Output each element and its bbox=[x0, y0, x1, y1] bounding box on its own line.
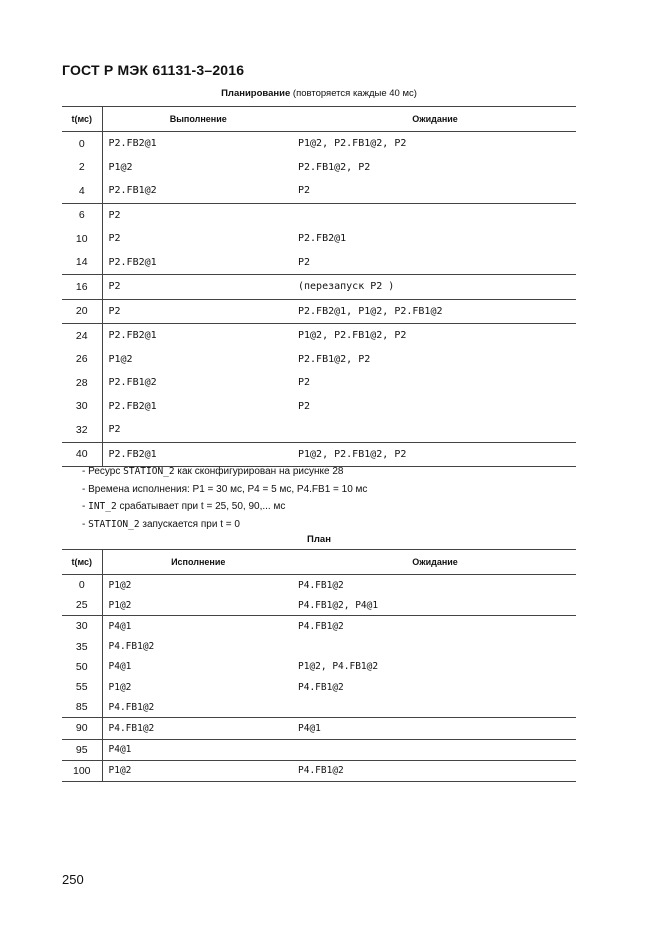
document-header: ГОСТ Р МЭК 61131-3–2016 bbox=[62, 62, 245, 78]
note-text: - Ресурс bbox=[82, 466, 124, 477]
note-item bbox=[82, 481, 367, 499]
cell-waiting: P2.FB2@1, P1@2, P2.FB1@2 bbox=[294, 299, 576, 324]
cell-time: 20 bbox=[62, 299, 102, 324]
cell-waiting: P2 bbox=[298, 377, 311, 389]
cell-execution: P1@2 bbox=[108, 161, 133, 173]
cell-time: 30 bbox=[62, 395, 102, 419]
table-row bbox=[62, 324, 576, 348]
cell-time: 6 bbox=[62, 203, 102, 227]
column-header-time: t(мс) bbox=[62, 107, 102, 132]
table-row bbox=[62, 179, 576, 203]
note-text: запускается при t = 0 bbox=[139, 518, 240, 530]
cell-execution: P2.FB2@1 bbox=[102, 324, 294, 348]
cell-execution: P1@2 bbox=[108, 579, 132, 591]
note-code: INT_2 bbox=[88, 501, 117, 512]
cell-time: 28 bbox=[62, 371, 102, 395]
note-code: STATION_2 bbox=[88, 518, 140, 530]
table-row bbox=[62, 697, 576, 718]
column-header-execution: Исполнение bbox=[102, 550, 294, 575]
column-header-waiting: Ожидание bbox=[294, 550, 576, 575]
cell-execution: P2.FB2@1 bbox=[108, 138, 157, 150]
cell-execution: P2 bbox=[102, 275, 294, 300]
schedule-table bbox=[62, 106, 576, 467]
cell-time: 85 bbox=[62, 697, 102, 718]
cell-execution: P1@2 bbox=[102, 760, 294, 781]
table-row bbox=[62, 595, 576, 616]
cell-time: 10 bbox=[62, 227, 102, 251]
note-code: STATION_2 bbox=[123, 466, 175, 477]
note-text: - bbox=[82, 501, 89, 512]
cell-waiting: P4@1 bbox=[294, 718, 576, 739]
cell-execution: P2.FB1@2 bbox=[108, 185, 157, 197]
table-row bbox=[62, 657, 576, 677]
cell-time: 16 bbox=[62, 275, 102, 300]
cell-waiting: P4.FB1@2 bbox=[294, 760, 576, 781]
cell-time: 55 bbox=[62, 677, 102, 697]
cell-execution: P4@1 bbox=[108, 661, 132, 673]
cell-waiting bbox=[294, 203, 576, 227]
cell-execution: P4@1 bbox=[102, 616, 294, 637]
column-header-waiting: Ожидание bbox=[294, 107, 576, 132]
column-header-execution: Выполнение bbox=[102, 107, 294, 132]
table-row bbox=[62, 575, 576, 596]
table-row bbox=[62, 371, 576, 395]
cell-time: 14 bbox=[62, 251, 102, 275]
table-row bbox=[62, 299, 576, 324]
table-row bbox=[62, 275, 576, 300]
table-header-row bbox=[62, 550, 576, 575]
table-row bbox=[62, 251, 576, 275]
cell-waiting bbox=[294, 418, 576, 442]
cell-waiting: P4.FB1@2, P4@1 bbox=[298, 599, 379, 611]
cell-time: 0 bbox=[62, 575, 102, 596]
cell-time: 2 bbox=[62, 156, 102, 180]
table-row bbox=[62, 348, 576, 372]
cell-time: 100 bbox=[62, 760, 102, 781]
table-row bbox=[62, 760, 576, 781]
note-text: срабатывает при t = 25, 50, 90,... мс bbox=[116, 501, 286, 512]
cell-execution: P4.FB1@2 bbox=[108, 641, 155, 653]
cell-time: 90 bbox=[62, 718, 102, 739]
note-text: как сконфигурирован на рисунке 28 bbox=[174, 466, 344, 477]
cell-waiting: P2 bbox=[298, 185, 311, 197]
cell-execution: P2.FB2@1 bbox=[108, 400, 157, 412]
cell-time: 30 bbox=[62, 616, 102, 637]
table-row bbox=[62, 156, 576, 180]
cell-waiting: P4.FB1@2 bbox=[298, 681, 344, 693]
table-row bbox=[62, 718, 576, 739]
cell-time: 40 bbox=[62, 442, 102, 467]
column-header-time: t(мс) bbox=[62, 550, 102, 575]
cell-execution: P1@2 bbox=[108, 681, 132, 693]
cell-time: 35 bbox=[62, 637, 102, 657]
plan-table bbox=[62, 549, 576, 782]
cell-time: 25 bbox=[62, 595, 102, 616]
note-text: - Времена исполнения: P1 = 30 мс, P4 = 5 мс, P4.FB1 = 10 мс bbox=[82, 483, 368, 495]
cell-execution: P4.FB1@2 bbox=[102, 718, 294, 739]
cell-execution: P2.FB1@2 bbox=[108, 377, 157, 389]
cell-waiting bbox=[294, 637, 576, 657]
table-row bbox=[62, 677, 576, 697]
cell-time: 95 bbox=[62, 739, 102, 760]
cell-execution: P4.FB1@2 bbox=[108, 701, 155, 713]
plan-table-caption bbox=[62, 534, 576, 545]
cell-waiting: P4.FB1@2 bbox=[294, 616, 576, 637]
cell-waiting: P2 bbox=[298, 256, 311, 268]
note-text: - bbox=[82, 518, 89, 530]
cell-time: 26 bbox=[62, 348, 102, 372]
note-item bbox=[82, 463, 367, 481]
cell-waiting: (перезапуск P2 ) bbox=[294, 275, 576, 300]
cell-waiting bbox=[294, 697, 576, 718]
cell-execution: P2 bbox=[108, 424, 121, 436]
cell-time: 50 bbox=[62, 657, 102, 677]
table-row bbox=[62, 418, 576, 442]
notes-list bbox=[82, 463, 367, 533]
table-row bbox=[62, 739, 576, 760]
cell-waiting: P1@2, P2.FB1@2, P2 bbox=[298, 138, 407, 150]
cell-waiting: P2.FB2@1 bbox=[298, 233, 347, 245]
table-row bbox=[62, 616, 576, 637]
cell-waiting: P1@2, P4.FB1@2 bbox=[298, 661, 379, 673]
cell-waiting: P2.FB1@2, P2 bbox=[298, 161, 371, 173]
table-header-row bbox=[62, 107, 576, 132]
cell-time: 4 bbox=[62, 179, 102, 203]
cell-execution: P2.FB2@1 bbox=[102, 442, 294, 467]
cell-time: 0 bbox=[62, 132, 102, 156]
table-row bbox=[62, 203, 576, 227]
cell-time: 32 bbox=[62, 418, 102, 442]
table-row bbox=[62, 132, 576, 156]
cell-waiting: P1@2, P2.FB1@2, P2 bbox=[294, 324, 576, 348]
page-number: 250 bbox=[62, 872, 84, 887]
cell-waiting: P2.FB1@2, P2 bbox=[298, 353, 371, 365]
cell-execution: P1@2 bbox=[108, 599, 132, 611]
caption-bold: План bbox=[307, 534, 331, 545]
cell-execution: P2 bbox=[102, 299, 294, 324]
caption-rest: (повторяется каждые 40 мс) bbox=[290, 88, 417, 99]
cell-waiting: P2 bbox=[298, 400, 311, 412]
cell-execution: P2.FB2@1 bbox=[108, 256, 157, 268]
cell-execution: P1@2 bbox=[108, 353, 133, 365]
note-item bbox=[82, 498, 367, 516]
cell-waiting: P4.FB1@2 bbox=[298, 579, 344, 591]
schedule-table-caption bbox=[62, 88, 576, 99]
cell-waiting bbox=[294, 739, 576, 760]
table-row bbox=[62, 227, 576, 251]
cell-execution: P2 bbox=[108, 233, 121, 245]
cell-time: 24 bbox=[62, 324, 102, 348]
cell-waiting: P1@2, P2.FB1@2, P2 bbox=[294, 442, 576, 467]
table-row bbox=[62, 637, 576, 657]
note-item bbox=[82, 516, 367, 534]
cell-execution: P2 bbox=[102, 203, 294, 227]
table-row bbox=[62, 395, 576, 419]
caption-bold: Планирование bbox=[221, 88, 291, 99]
cell-execution: P4@1 bbox=[102, 739, 294, 760]
